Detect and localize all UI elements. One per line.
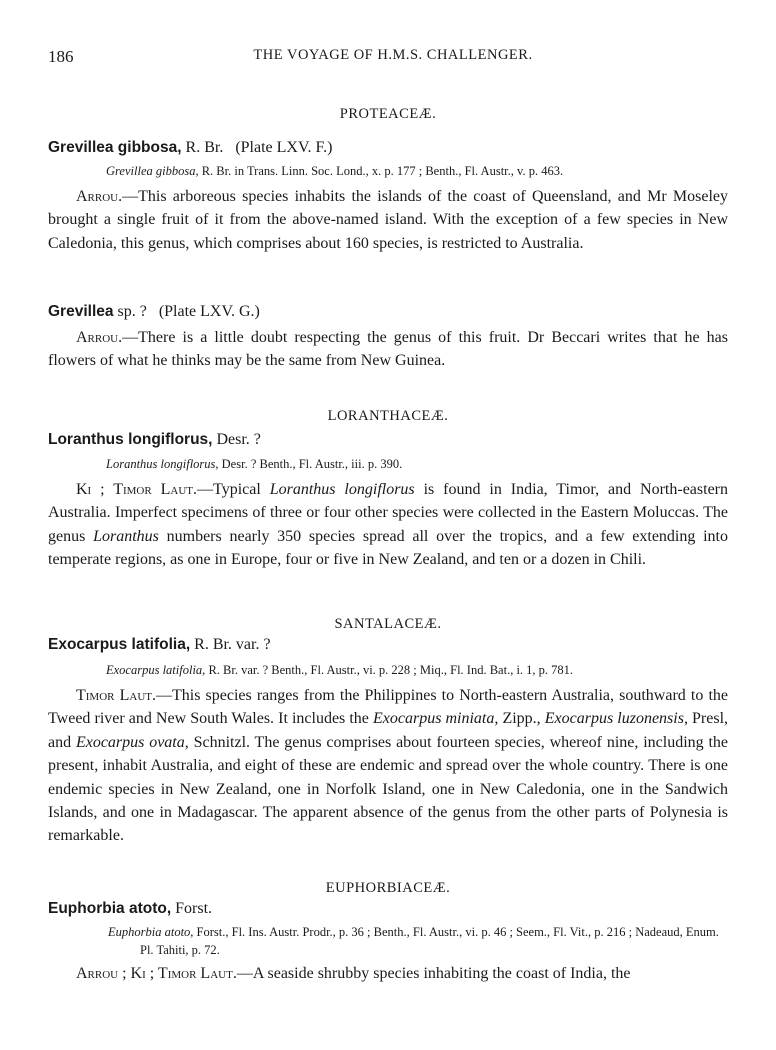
paragraph-grevillea-gibbosa [48,185,728,255]
paragraph-text: numbers nearly 350 species spread all over the tropics, and a few extending into temperate regions, as one in Europe, four or five in New Zealand, and ten or a dozen in Chili. [48,527,728,569]
locality: Timor Laut. [76,687,156,704]
species-author: Desr. ? [212,431,261,448]
species-author: R. Br. [181,139,224,156]
species-name: Euphorbia atoto, [48,900,172,917]
paragraph-italic: Exocarpus miniata, [372,710,499,728]
paragraph-text: Presl, and [48,710,729,751]
locality: Arrou. [76,188,123,205]
species-author: R. Br. var. ? [190,636,271,653]
citation [106,661,746,679]
family-heading-santalaceae: SANTALACEÆ. [334,616,442,632]
species-name: Grevillea [48,303,114,320]
citation-name: Loranthus longiflorus, [106,457,219,471]
paragraph-text: is found in India, Timor, and North-eastern Australia. Imperfect specimens of three or four other species were collected in the Eastern Moluccas. The genus [48,481,728,545]
plate-reference: (Plate LXV. G.) [158,303,260,320]
paragraph-text: —Typical [197,481,270,498]
page-number: 186 [48,47,74,66]
plate-reference: (Plate LXV. F.) [235,139,333,156]
species-author: Forst. [171,900,213,917]
species-heading-grevillea-gibbosa [48,139,332,157]
paragraph-italic: Exocarpus luzonensis, [544,710,688,728]
paragraph-italic: Loranthus [93,527,159,545]
family-heading-loranthaceae: LORANTHACEÆ. [327,408,449,424]
paragraph-text: —There is a little doubt respecting the genus of this fruit. Dr Beccari writes that he has flowers of what he thinks may be the same from New Guinea. [48,329,728,370]
species-heading-exocarpus [48,636,271,654]
locality: Arrou ; Ki ; Timor Laut. [76,965,237,982]
running-title: THE VOYAGE OF H.M.S. CHALLENGER. [253,47,533,63]
paragraph-text: —This species ranges from the Philippines to North-eastern Australia, southward to the Tweed river and New South Wales. It includes the [48,687,728,728]
paragraph-grevillea-sp [48,326,728,373]
citation-text: R. Br. var. ? Benth., Fl. Austr., vi. p. 228 ; Miq., Fl. Ind. Bat., i. 1, p. 781. [205,663,574,677]
citation [106,162,726,180]
family-heading-proteaceae: PROTEACEÆ. [339,106,437,122]
locality: Arrou. [76,329,123,346]
species-name: Loranthus longiflorus, [48,431,213,448]
paragraph-loranthus [48,478,728,572]
citation-name: Exocarpus latifolia, [106,663,206,677]
locality: Ki ; Timor Laut. [76,481,198,498]
species-heading-loranthus [48,431,261,449]
species-author: sp. ? [113,303,147,320]
family-heading-euphorbiaceae: EUPHORBIACEÆ. [325,880,451,896]
paragraph-text: Zipp., [498,710,545,728]
species-name: Exocarpus latifolia, [48,636,191,653]
paragraph-euphorbia [48,962,728,985]
paragraph-text: —A seaside shrubby species inhabiting the coast of India, the [236,965,631,982]
page-header [48,47,738,69]
paragraph-text: Schnitzl. The genus comprises about fourteen species, whereof nine, including the present, inhabit Australia, and eight of these are endemic and spread over the whole country. There is one endemic species in New Zealand, one in Norfolk Island, one in New Caledonia, one in the Sandwich Islands, and one in Madagascar. The apparent absence of the genus from the other parts of Polynesia is remarkable. [48,733,729,845]
citation-name: Euphorbia atoto, [108,925,194,939]
citation-text: R. Br. in Trans. Linn. Soc. Lond., x. p. 177 ; Benth., Fl. Austr., v. p. 463. [198,164,564,178]
citation [106,455,726,473]
citation [108,923,728,959]
species-name: Grevillea gibbosa, [48,139,182,156]
citation-name: Grevillea gibbosa, [106,164,199,178]
paragraph-exocarpus [48,684,728,848]
paragraph-italic: Exocarpus ovata, [75,733,189,751]
species-heading-grevillea-sp [48,303,260,321]
citation-text: Desr. ? Benth., Fl. Austr., iii. p. 390. [218,457,403,471]
paragraph-italic: Loranthus longiflorus [269,481,415,498]
citation-text: Forst., Fl. Ins. Austr. Prodr., p. 36 ; Benth., Fl. Austr., vi. p. 46 ; Seem., Fl. Vit., p. 216 ; Nadeaud, Enum. Pl. Tahiti, p. 72. [140,925,719,957]
paragraph-text: —This arboreous species inhabits the islands of the coast of Queensland, and Mr Moseley brought a single fruit of it from the above-named island. With the exception of a few species in New Caledonia, this genus, which comprises about 160 species, is restricted to Australia. [48,188,728,252]
species-heading-euphorbia [48,900,212,918]
